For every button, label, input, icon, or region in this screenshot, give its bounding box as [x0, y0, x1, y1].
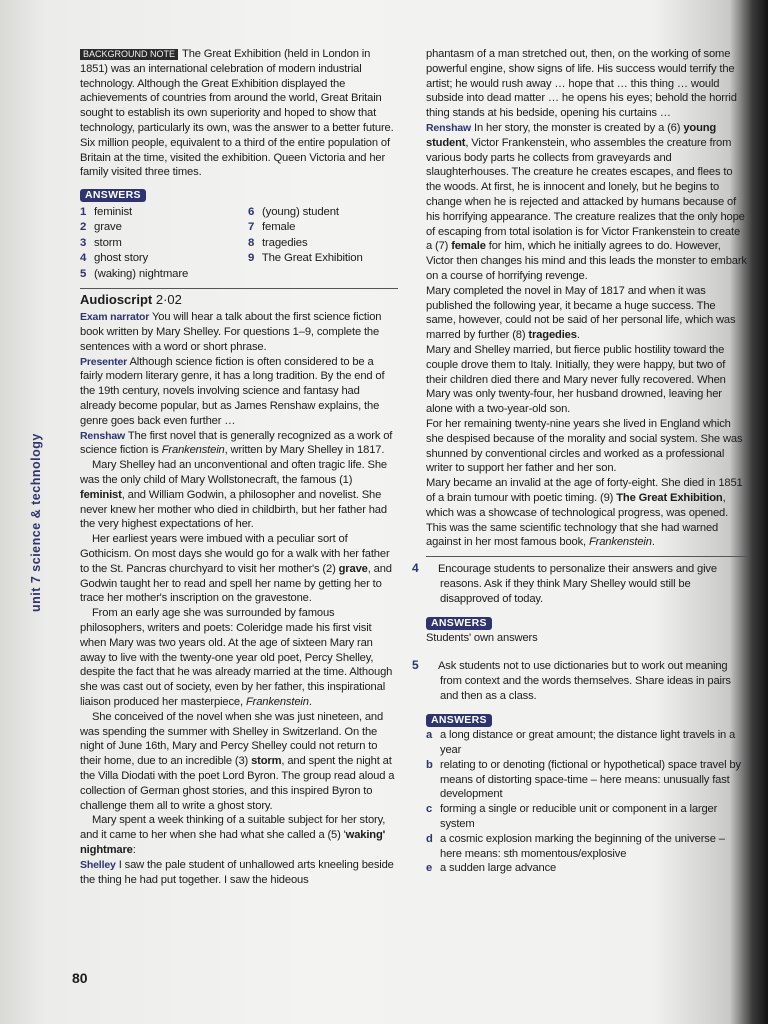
shelley-line: Shelley I saw the pale student of unhallowed arts kneeling beside the thing he had put together. I saw the hideous — [80, 858, 394, 886]
paragraph: Mary and Shelley married, but fierce public hostility toward the couple drove them to Italy. Initially, they were happy, but two of their children died there and Mary never fully recovered. When Mary was only twenty-four, her husband drowned, leaving her alone with a two-year-old son. — [426, 343, 726, 416]
definition-item: d a cosmic explosion marking the beginning of the universe – here means: sth momentous/explosive — [426, 832, 725, 860]
paragraph: Mary completed the novel in May of 1817 and when it was published the following year, it became a huge success. The same, however, could not be said of her personal life, which was marred by further (8) tragedies. — [426, 284, 736, 342]
paragraph: phantasm of a man stretched out, then, on the working of some powerful engine, show signs of life. His success would terrify the artist; he would rush away … hope that … this thing … would subside into dead matter … he opens his eyes; behold the horrid thing stands at his bedside, opening his curtains … — [426, 48, 737, 120]
definition-item: e a sudden large advance — [426, 862, 557, 875]
paragraph: Mary Shelley had an unconventional and often tragic life. She was the only child of Mary Wollstonecraft, the famous (1) feminist, and William Godwin, a philosopher and novelist. She never knew her mother who died in childbirth, but her father had the very highest expectations of her. — [80, 459, 387, 531]
exercise-5: 5 Ask students not to use dictionaries but to work out meaning from context and the words themselves. Share ideas in pairs and then as a class. — [412, 658, 731, 702]
background-note — [80, 47, 398, 180]
exam-narrator-line: Exam narrator You will hear a talk about the first science fiction book written by Mary Shelley. For questions 1–9, complete the sentences with a word or short phrase. — [80, 311, 382, 353]
answers-badge: ANSWERS — [426, 617, 492, 630]
answer-item: 4 ghost story — [80, 252, 149, 265]
paragraph: Mary spent a week thinking of a suitable subject for her story, and it came to her when she had what she called a (5) 'waking' nightmare: — [80, 814, 386, 856]
unit-side-label: unit 7 science & technology — [29, 433, 43, 612]
background-note-text: The Great Exhibition (held in London in 1851) was an international celebration of modern industrial technology. Although the Great Exhibition displayed the achievements of countries from around the world, Great Britain sought to establish its own superiority and hoped to show that technology, particularly its own, was the answer to a better future. Six million people, equivalent to a third of the entire population of Britain at the time, visited the exhibition. Queen Victoria and her family visited three times. — [80, 48, 394, 179]
audioscript-heading: Audioscript 2·02 — [80, 292, 182, 308]
answer-item: 5 (waking) nightmare — [80, 267, 189, 280]
answers-badge: ANSWERS — [426, 714, 492, 727]
answers-block — [80, 188, 398, 282]
paragraph: Mary became an invalid at the age of forty-eight. She died in 1851 of a brain tumour with poetic timing. (9) The Great Exhibition, which was a showcase of technological progress, was opened. This was the same scientific technology that she had warned against in her most famous book, Frankenstein. — [426, 477, 743, 549]
renshaw-line: Renshaw In her story, the monster is created by a (6) young student, Victor Frankenstein, who assembles the creature from various body parts he collects from graveyards and slaughterhouses. The creature he creates escapes, and flees to the woods. At first, he is innocent and lonely, but he begins to change when he is rejected and attacked by humans because of his horrifying appearance. The creature realizes that the only hope of escaping from total isolation is for Victor Frankenstein to create a (7) female for him, which he initially agrees to do. However, Victor then changes his mind and this leads the monster to embark on a course of horrifying revenge. — [426, 121, 747, 282]
exercise-4: 4 Encourage students to personalize their answers and give reasons. Ask if they think Mary Shelley would still be disapproved of today. — [412, 561, 717, 605]
paragraph: Her earliest years were imbued with a peculiar sort of Gothicism. On most days she would go for a walk with her father to the St. Pancras churchyard to visit her mother's (2) grave, and Godwin taught her to read and spell her name by getting her to trace her mother's inscription on the gravestone. — [80, 533, 392, 605]
divider — [80, 288, 398, 289]
answer-item: 8 tragedies — [248, 236, 308, 249]
answer-item: 7 female — [248, 221, 296, 234]
answers-badge: ANSWERS — [80, 189, 146, 202]
answer-item: 6 (young) student — [248, 205, 339, 218]
paragraph: She conceived of the novel when she was just nineteen, and was spending the summer with Shelley in Switzerland. On the night of June 16th, Mary and Percy Shelley could not return to their home, due to an incredible (3) storm, and spent the night at the Villa Diodati with the poet Lord Byron. The group read aloud a collection of German ghost stories, and this inspired Byron to challenge them all to write a ghost story. — [80, 710, 395, 812]
answers-grid — [80, 205, 398, 283]
answer-item: 1 feminist — [80, 205, 133, 218]
paragraph: For her remaining twenty-nine years she lived in England which she despised because of the morality and social system. She was shunned by conventional circles and worked as a professional writer to support her father and her son. — [426, 417, 743, 475]
answer-item: 2 grave — [80, 221, 122, 234]
definition-item: a a long distance or great amount; the distance light travels in a year — [426, 729, 736, 757]
answers-block — [426, 616, 748, 646]
background-note-tag: BACKGROUND NOTE — [80, 49, 178, 60]
divider — [426, 556, 748, 557]
right-column — [412, 47, 748, 876]
left-column — [80, 47, 398, 887]
definition-item: b relating to or denoting (fictional or hypothetical) space travel by means of distorting space-time – here means: unusually fast development — [426, 758, 741, 801]
renshaw-line: Renshaw The first novel that is generally recognized as a work of science fiction is Frankenstein, written by Mary Shelley in 1817. — [80, 429, 393, 457]
page-number: 80 — [72, 970, 88, 986]
definition-item: c forming a single or reducible unit or component in a larger system — [426, 803, 718, 831]
answers-block — [426, 713, 748, 876]
students-answers: Students' own answers — [426, 632, 538, 645]
answer-item: 3 storm — [80, 236, 122, 249]
presenter-line: Presenter Although science fiction is often considered to be a fairly modern literary genre, it has a long tradition. By the end of the 19th century, novels involving science and fantasy had already become popular, but as James Renshaw explains, the genre goes back even further … — [80, 355, 385, 427]
answer-item: 9 The Great Exhibition — [248, 252, 363, 265]
paragraph: From an early age she was surrounded by famous philosophers, writers and poets: Coleridge made his first visit when Mary was two years old. At the age of sixteen Mary ran away to live with the twenty-one year old poet, Percy Shelley, despite the fact that he was already married at the time. Although she was cast out of society, even by her father, this inspirational liaison produced her masterpiece, Frankenstein. — [80, 607, 393, 708]
